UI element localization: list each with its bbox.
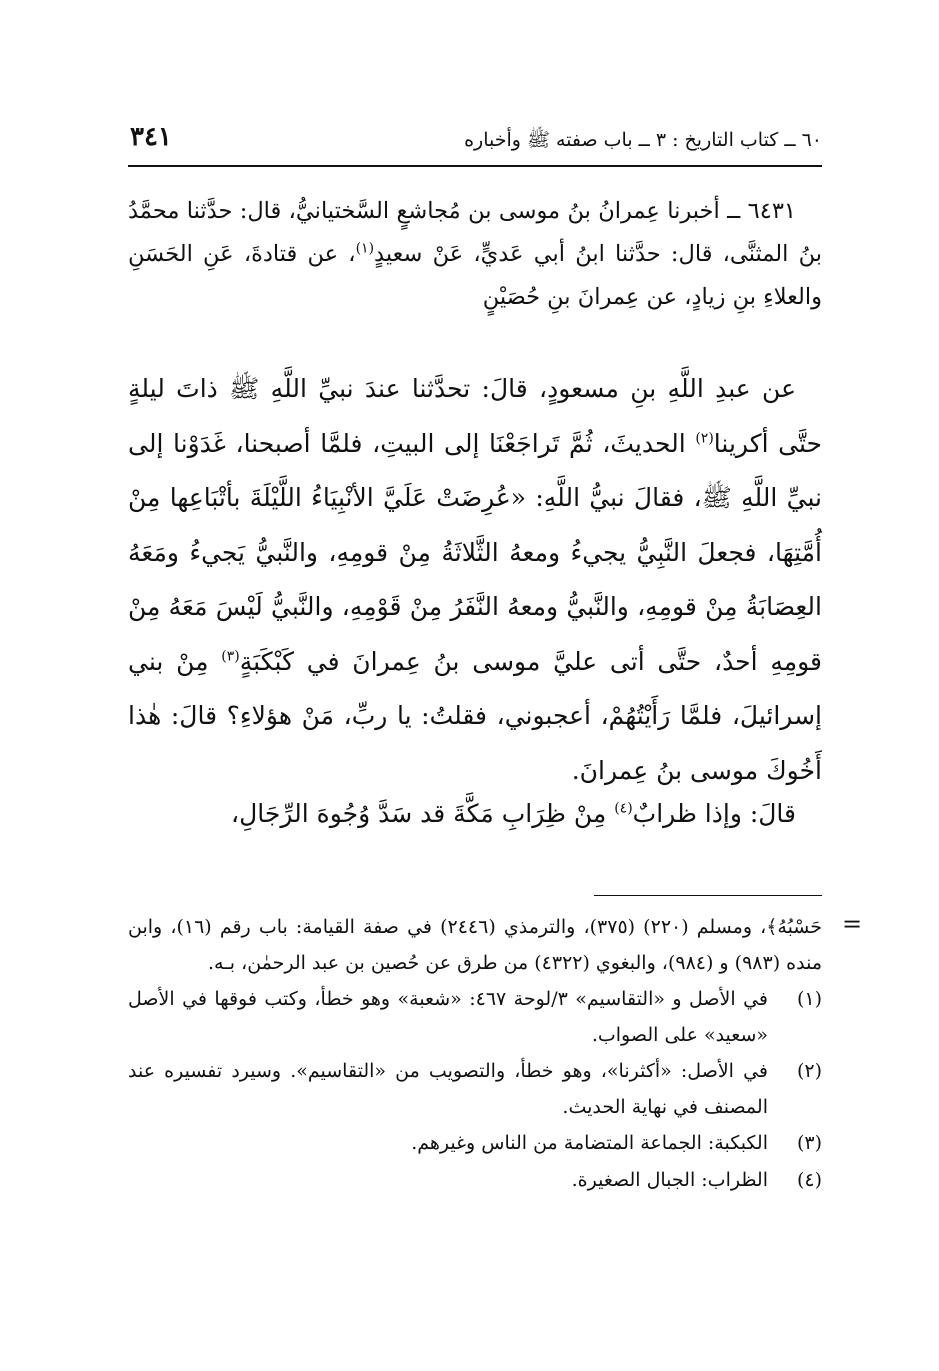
- footnote-number: (٢): [796, 1060, 822, 1082]
- matn-part-2: الحديثَ، ثُمَّ تَراجَعْنَا إلى البيتِ، فلمَّا أصبحنا، غَدَوْنا إلى نبيِّ اللَّهِ ﷺ، فقالَ نبيُّ اللَّهِ: «عُرِضَتْ عَلَيَّ الأنْبِيَاءُ اللَّيْلَةَ بأتْبَاعِها مِنْ أُمَّتِهَا، فجعلَ النَّبِيُّ يجيءُ ومعهُ الثَّلاثَةُ مِنْ قومِهِ، والنَّبيُّ يَجيءُ ومَعَهُ العِصَابَةُ مِنْ قومِهِ، والنَّبيُّ ومعهُ النَّفَرُ مِنْ قَوْمِهِ، والنَّبيُّ لَيْسَ مَعَهُ مِنْ قومِهِ أحدٌ، حتَّى أتى عليَّ موسى بنُ عِمرانَ في كَبْكَبَةٍ: [128, 428, 823, 676]
- footnote-ref-2: (٢): [695, 430, 714, 447]
- footnote-text: الكبكبة: الجماعة المتضامة من الناس وغيرهم.: [411, 1132, 768, 1154]
- matn2-part-2: مِنْ ظِرَابِ مَكَّةَ قد سَدَّ وُجُوهَ الرِّجَالِ،: [231, 799, 615, 828]
- footnote-3: [128, 1126, 822, 1162]
- header-title: ٦٠ ــ كتاب التاريخ : ٣ ــ باب صفته ﷺ وأخباره: [464, 129, 822, 151]
- footnote-number: (١): [796, 988, 822, 1010]
- header-divider: [128, 165, 822, 167]
- hadith-matn: [128, 362, 822, 798]
- footnote-1: [128, 982, 822, 1053]
- hadith-isnad: [128, 190, 822, 319]
- hadith-number: ٦٤٣١ ــ: [727, 198, 796, 224]
- page-number: ٣٤١: [130, 122, 172, 152]
- footnote-separator: [594, 895, 822, 896]
- isnad-paragraph: [128, 190, 822, 319]
- matn-part-1: عن عبدِ اللَّهِ بنِ مسعودٍ، قالَ: تحدَّثنا عندَ نبيِّ اللَّهِ ﷺ ذاتَ ليلةٍ حتَّى أكرينا: [128, 374, 823, 458]
- footnote-number: (٤): [796, 1168, 822, 1191]
- footnote-ref-4: (٤): [614, 800, 633, 817]
- footnote-number: (٣): [796, 1132, 822, 1154]
- matn2-paragraph: [128, 787, 822, 841]
- footnote-2: [128, 1054, 822, 1125]
- isnad-text-after: ، عن قتادةَ، عَنِ الحَسَنِ والعلاءِ بنِ زيادٍ، عن عِمرانَ بنِ حُصَيْنٍ: [128, 241, 822, 310]
- footnote-ref-3: (٣): [221, 648, 240, 665]
- footnote-continuation: حَسْبُهُ﴾، ومسلم (٢٢٠) (٣٧٥)، والترمذي (٢٤٤٦) في صفة القيامة: باب رقم (١٦)، وابن منده (٩٨٣) و (٩٨٤)، والبغوي (٤٣٢٢) من طرق عن حُصين بن عبد الرحمٰن، بـه.: [128, 916, 822, 974]
- footnote-ref-1: (١): [355, 240, 375, 257]
- continuation-mark: =: [842, 910, 863, 938]
- matn2-part-1: قالَ: وإذا ظرابٌ: [632, 799, 796, 828]
- footnote-4: [128, 1163, 822, 1199]
- footnote-text: في الأصل و «التقاسيم» ٣/لوحة ٤٦٧: «شعبة» وهو خطأ، وكتب فوقها في الأصل «سعيد» على الصواب.: [128, 988, 769, 1046]
- isnad-text: أخبرنا عِمرانُ بنُ موسى بن مُجاشعٍ السَّختيانيُّ، قال: حدَّثنا محمَّدُ بنُ المثنَّى، قال: حدَّثنا ابنُ أبي عَديٍّ، عَنْ سعيدٍ: [128, 198, 822, 267]
- footnote-text: الظراب: الجبال الصغيرة.: [571, 1168, 768, 1191]
- footnote-text: في الأصل: «أكثرنا»، وهو خطأ، والتصويب من «التقاسيم». وسيرد تفسيره عند المصنف في نهاية الحديث.: [128, 1060, 768, 1118]
- matn-paragraph: [128, 362, 822, 798]
- hadith-matn-continued: [128, 787, 822, 841]
- footnotes: [128, 910, 822, 1199]
- matn-part-3: مِنْ بني إسرائيلَ، فلمَّا رَأَيْتُهُمْ، أعجبوني، فقلتُ: يا ربِّ، مَنْ هؤلاءِ؟ قالَ: هٰذا أَخُوكَ موسى بنُ عِمرانَ.: [128, 646, 822, 785]
- running-header: [128, 122, 822, 162]
